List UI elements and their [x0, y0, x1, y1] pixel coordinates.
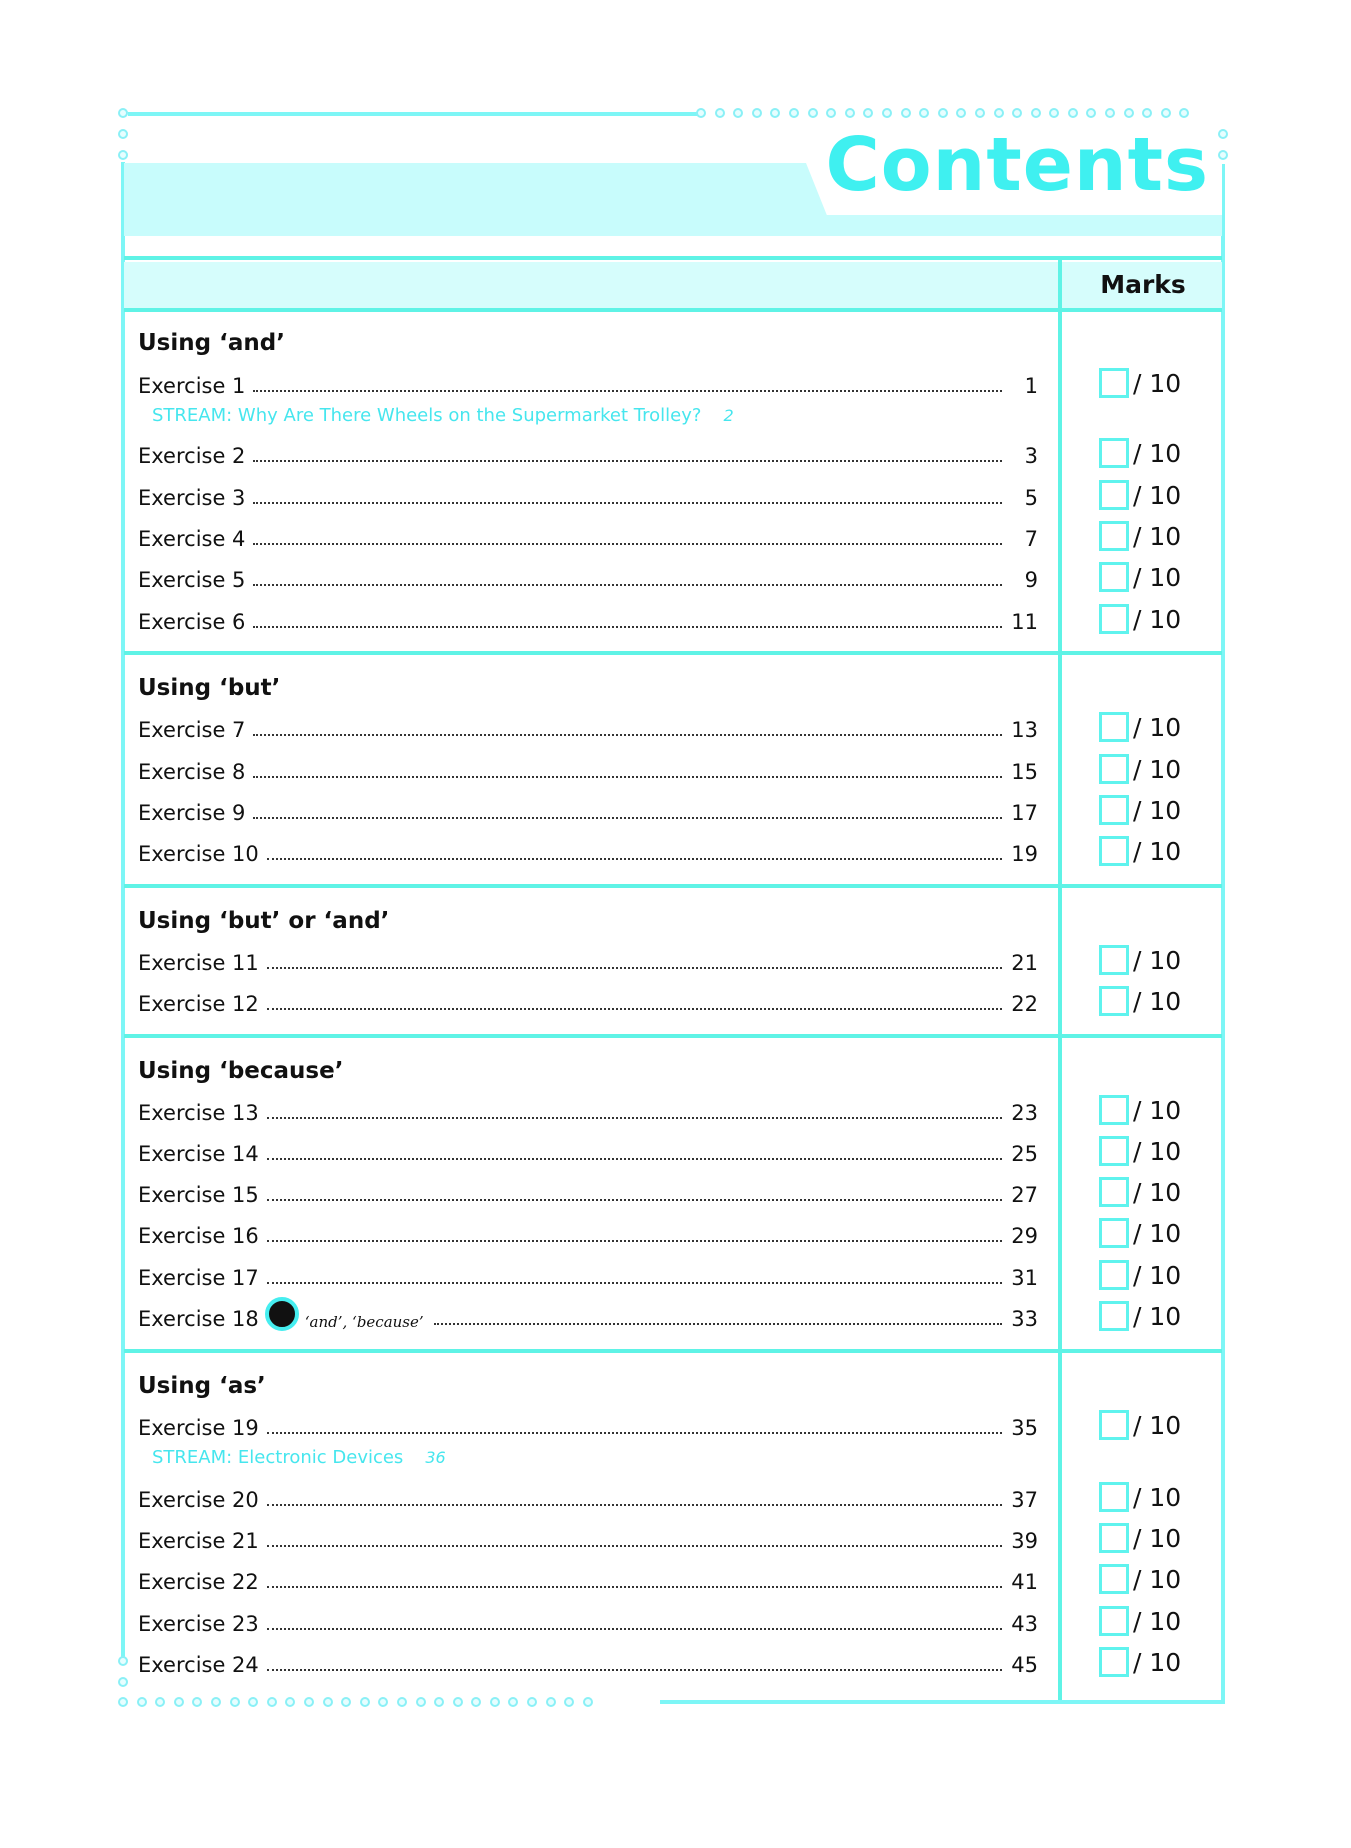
- page-number: 22: [1011, 992, 1038, 1016]
- page-number: 3: [1024, 444, 1038, 468]
- marks-total: / 10: [1133, 368, 1182, 398]
- marks-input-box[interactable]: [1099, 1301, 1129, 1331]
- exercise-label: Exercise 19: [138, 1416, 259, 1440]
- section-heading: Using ‘but’ or ‘and’: [138, 908, 390, 934]
- exercise-label: Exercise 23: [138, 1612, 259, 1636]
- dot-leader: [267, 1199, 1002, 1201]
- exercise-label: Exercise 24: [138, 1653, 259, 1677]
- marks-field[interactable]: [1099, 1218, 1181, 1248]
- exercise-label: Exercise 4: [138, 527, 246, 551]
- page-number: 35: [1011, 1416, 1038, 1440]
- dot-leader: [267, 1628, 1002, 1630]
- page-number: 23: [1011, 1101, 1038, 1125]
- marks-field[interactable]: [1099, 1564, 1181, 1594]
- marks-total: / 10: [1133, 945, 1182, 975]
- marks-field[interactable]: [1099, 836, 1181, 866]
- exercise-label: Exercise 11: [138, 951, 259, 975]
- page-number: 7: [1024, 527, 1038, 551]
- toc-row[interactable]: [138, 797, 1038, 825]
- marks-field[interactable]: [1099, 986, 1181, 1016]
- marks-total: / 10: [1133, 1606, 1182, 1636]
- stream-page: 36: [425, 1448, 446, 1467]
- marks-total: / 10: [1133, 1260, 1182, 1290]
- dot-leader: [267, 1504, 1002, 1506]
- page-number: 15: [1011, 760, 1038, 784]
- marks-field[interactable]: [1099, 1410, 1181, 1440]
- page-number: 11: [1011, 610, 1038, 634]
- marks-field[interactable]: [1099, 480, 1181, 510]
- page-number: 25: [1011, 1142, 1038, 1166]
- frame-left-line: [121, 162, 125, 1662]
- dot-leader: [253, 817, 1002, 819]
- page-number: 27: [1011, 1183, 1038, 1207]
- frame-bottom-dots: [118, 1697, 593, 1707]
- exercise-label: Exercise 21: [138, 1529, 259, 1553]
- dot-leader: [267, 1008, 1002, 1010]
- marks-input-box[interactable]: [1099, 795, 1129, 825]
- section-divider: [124, 1034, 1222, 1038]
- marks-field[interactable]: [1099, 1177, 1181, 1207]
- marks-column-header: Marks: [1100, 270, 1186, 299]
- marks-field[interactable]: [1099, 1095, 1181, 1125]
- corner-dot-icon: [1218, 129, 1228, 139]
- toc-row[interactable]: [138, 1484, 1038, 1512]
- page-number: 33: [1011, 1307, 1038, 1331]
- page-number: 21: [1011, 951, 1038, 975]
- exercise-label: Exercise 2: [138, 444, 246, 468]
- marks-input-box[interactable]: [1099, 1095, 1129, 1125]
- dot-leader: [267, 1117, 1002, 1119]
- marks-input-box[interactable]: [1099, 1564, 1129, 1594]
- marks-input-box[interactable]: [1099, 438, 1129, 468]
- toc-row[interactable]: [138, 482, 1038, 510]
- frame-bottom-line: [660, 1700, 1225, 1704]
- corner-dot-icon: [118, 1677, 128, 1687]
- marks-input-box[interactable]: [1099, 945, 1129, 975]
- marks-field[interactable]: [1099, 1301, 1181, 1331]
- exercise-label: Exercise 14: [138, 1142, 259, 1166]
- dot-leader: [267, 967, 1002, 969]
- marks-field[interactable]: [1099, 604, 1181, 634]
- stream-label: STREAM: Electronic Devices: [152, 1447, 404, 1468]
- marks-total: / 10: [1133, 836, 1182, 866]
- marks-input-box[interactable]: [1099, 604, 1129, 634]
- marks-field[interactable]: [1099, 1482, 1181, 1512]
- exercise-label: Exercise 13: [138, 1101, 259, 1125]
- marks-total: / 10: [1133, 1647, 1182, 1677]
- marks-field[interactable]: [1099, 521, 1181, 551]
- marks-field[interactable]: [1099, 712, 1181, 742]
- marks-total: / 10: [1133, 754, 1182, 784]
- stream-link[interactable]: [152, 1447, 446, 1468]
- corner-dot-icon: [118, 150, 128, 160]
- corner-dot-icon: [118, 108, 128, 118]
- marks-field[interactable]: [1099, 1136, 1181, 1166]
- marks-input-box[interactable]: [1099, 1606, 1129, 1636]
- toc-row[interactable]: [138, 1262, 1038, 1290]
- marks-field[interactable]: [1099, 1523, 1181, 1553]
- dot-leader: [267, 1432, 1002, 1434]
- toc-row[interactable]: [138, 1608, 1038, 1636]
- page-number: 45: [1011, 1653, 1038, 1677]
- marks-total: / 10: [1133, 604, 1182, 634]
- toc-row[interactable]: [138, 564, 1038, 592]
- toc-row[interactable]: [138, 1179, 1038, 1207]
- exercise-label: Exercise 8: [138, 760, 246, 784]
- marks-total: / 10: [1133, 1218, 1182, 1248]
- page-number: 29: [1011, 1224, 1038, 1248]
- marks-input-box[interactable]: [1099, 1410, 1129, 1440]
- page-number: 1: [1024, 374, 1038, 398]
- marks-total: / 10: [1133, 712, 1182, 742]
- toc-row[interactable]: [138, 947, 1038, 975]
- page-title: Contents: [825, 122, 1209, 208]
- exercise-label: Exercise 22: [138, 1570, 259, 1594]
- dot-leader: [267, 1669, 1002, 1671]
- marks-field[interactable]: [1099, 438, 1181, 468]
- marks-field[interactable]: [1099, 1647, 1181, 1677]
- dot-leader: [434, 1323, 1002, 1325]
- page-number: 31: [1011, 1266, 1038, 1290]
- marks-total: / 10: [1133, 1410, 1182, 1440]
- marks-total: / 10: [1133, 562, 1182, 592]
- section-heading: Using ‘as’: [138, 1373, 266, 1399]
- marks-input-box[interactable]: [1099, 712, 1129, 742]
- section-divider: [124, 1349, 1222, 1353]
- stream-page: 2: [723, 406, 734, 425]
- marks-field[interactable]: [1099, 945, 1181, 975]
- marks-field[interactable]: [1099, 754, 1181, 784]
- marks-input-box[interactable]: [1099, 1260, 1129, 1290]
- dot-leader: [267, 1282, 1002, 1284]
- marks-input-box[interactable]: [1099, 986, 1129, 1016]
- section-divider: [124, 651, 1222, 655]
- exercise-note: ‘and’, ‘because’: [304, 1313, 424, 1331]
- exercise-label: Exercise 5: [138, 568, 246, 592]
- page-number: 5: [1024, 486, 1038, 510]
- corner-dot-icon: [1218, 150, 1228, 160]
- corner-dot-icon: [118, 1656, 128, 1666]
- marks-field[interactable]: [1099, 795, 1181, 825]
- marks-field[interactable]: [1099, 1260, 1181, 1290]
- frame-top-dots: [696, 108, 1189, 118]
- exercise-label: Exercise 6: [138, 610, 246, 634]
- page-number: 17: [1011, 801, 1038, 825]
- page-number: 37: [1011, 1488, 1038, 1512]
- page-number: 9: [1024, 568, 1038, 592]
- dot-leader: [253, 734, 1002, 736]
- section-heading: Using ‘because’: [138, 1058, 344, 1084]
- marks-input-box[interactable]: [1099, 1523, 1129, 1553]
- toc-row[interactable]: [138, 1097, 1038, 1125]
- section-heading: Using ‘and’: [138, 330, 285, 356]
- stream-label: STREAM: Why Are There Wheels on the Supermarket Trolley?: [152, 405, 702, 426]
- marks-total: / 10: [1133, 521, 1182, 551]
- toc-row[interactable]: [138, 1138, 1038, 1166]
- dot-leader: [267, 1586, 1002, 1588]
- exercise-label: Exercise 12: [138, 992, 259, 1016]
- toc-row[interactable]: [138, 988, 1038, 1016]
- marks-field[interactable]: [1099, 562, 1181, 592]
- dot-leader: [253, 626, 1002, 628]
- exercise-label: Exercise 7: [138, 718, 246, 742]
- exercise-label: Exercise 9: [138, 801, 246, 825]
- marks-total: / 10: [1133, 1095, 1182, 1125]
- exercise-label: Exercise 20: [138, 1488, 259, 1512]
- exercise-label: Exercise 1: [138, 374, 246, 398]
- exercise-label: Exercise 15: [138, 1183, 259, 1207]
- exercise-label: Exercise 3: [138, 486, 246, 510]
- marks-column-divider: [1058, 258, 1062, 1700]
- marks-input-box[interactable]: [1099, 521, 1129, 551]
- marks-field[interactable]: [1099, 1606, 1181, 1636]
- dot-leader: [267, 1158, 1002, 1160]
- section-divider: [124, 884, 1222, 888]
- page-number: 41: [1011, 1570, 1038, 1594]
- dot-leader: [253, 543, 1002, 545]
- dot-leader: [267, 1240, 1002, 1242]
- toc-row[interactable]: [138, 838, 1038, 866]
- page-number: 43: [1011, 1612, 1038, 1636]
- marks-input-box[interactable]: [1099, 1647, 1129, 1677]
- marks-total: / 10: [1133, 1301, 1182, 1331]
- marks-total: / 10: [1133, 438, 1182, 468]
- toc-row[interactable]: [138, 1649, 1038, 1677]
- marks-input-box[interactable]: [1099, 1218, 1129, 1248]
- page-number: 19: [1011, 842, 1038, 866]
- page-number: 39: [1011, 1529, 1038, 1553]
- corner-dot-icon: [118, 129, 128, 139]
- toc-row[interactable]: [138, 1566, 1038, 1594]
- marks-total: / 10: [1133, 1136, 1182, 1166]
- toc-row[interactable]: [138, 756, 1038, 784]
- marks-input-box[interactable]: [1099, 754, 1129, 784]
- marks-input-box[interactable]: [1099, 368, 1129, 398]
- frame-top-line: [128, 112, 698, 116]
- dot-leader: [253, 460, 1002, 462]
- stream-link[interactable]: [152, 405, 734, 426]
- exercise-label: Exercise 18: [138, 1307, 259, 1331]
- exercise-label: Exercise 10: [138, 842, 259, 866]
- toc-row[interactable]: [138, 523, 1038, 551]
- dot-leader: [253, 390, 1002, 392]
- exercise-label: Exercise 17: [138, 1266, 259, 1290]
- marks-total: / 10: [1133, 1564, 1182, 1594]
- toc-row[interactable]: [138, 1220, 1038, 1248]
- exercise-label: Exercise 16: [138, 1224, 259, 1248]
- marks-input-box[interactable]: [1099, 562, 1129, 592]
- marks-total: / 10: [1133, 1482, 1182, 1512]
- frame-right-line: [1221, 164, 1225, 1704]
- marks-input-box[interactable]: [1099, 480, 1129, 510]
- dot-leader: [253, 502, 1002, 504]
- toc-row[interactable]: [138, 370, 1038, 398]
- dot-leader: [253, 776, 1002, 778]
- page-number: 13: [1011, 718, 1038, 742]
- marks-input-box[interactable]: [1099, 1177, 1129, 1207]
- toc-row[interactable]: [138, 1525, 1038, 1553]
- marks-input-box[interactable]: [1099, 836, 1129, 866]
- review-badge-icon: [265, 1297, 299, 1331]
- toc-row[interactable]: [138, 1303, 1038, 1331]
- marks-total: / 10: [1133, 480, 1182, 510]
- dot-leader: [267, 858, 1002, 860]
- toc-row[interactable]: [138, 440, 1038, 468]
- marks-total: / 10: [1133, 986, 1182, 1016]
- section-heading: Using ‘but’: [138, 675, 281, 701]
- marks-field[interactable]: [1099, 368, 1181, 398]
- marks-total: / 10: [1133, 1177, 1182, 1207]
- dot-leader: [267, 1545, 1002, 1547]
- marks-input-box[interactable]: [1099, 1482, 1129, 1512]
- marks-total: / 10: [1133, 795, 1182, 825]
- toc-row[interactable]: [138, 714, 1038, 742]
- marks-input-box[interactable]: [1099, 1136, 1129, 1166]
- marks-total: / 10: [1133, 1523, 1182, 1553]
- dot-leader: [253, 584, 1002, 586]
- toc-row[interactable]: [138, 606, 1038, 634]
- toc-row[interactable]: [138, 1412, 1038, 1440]
